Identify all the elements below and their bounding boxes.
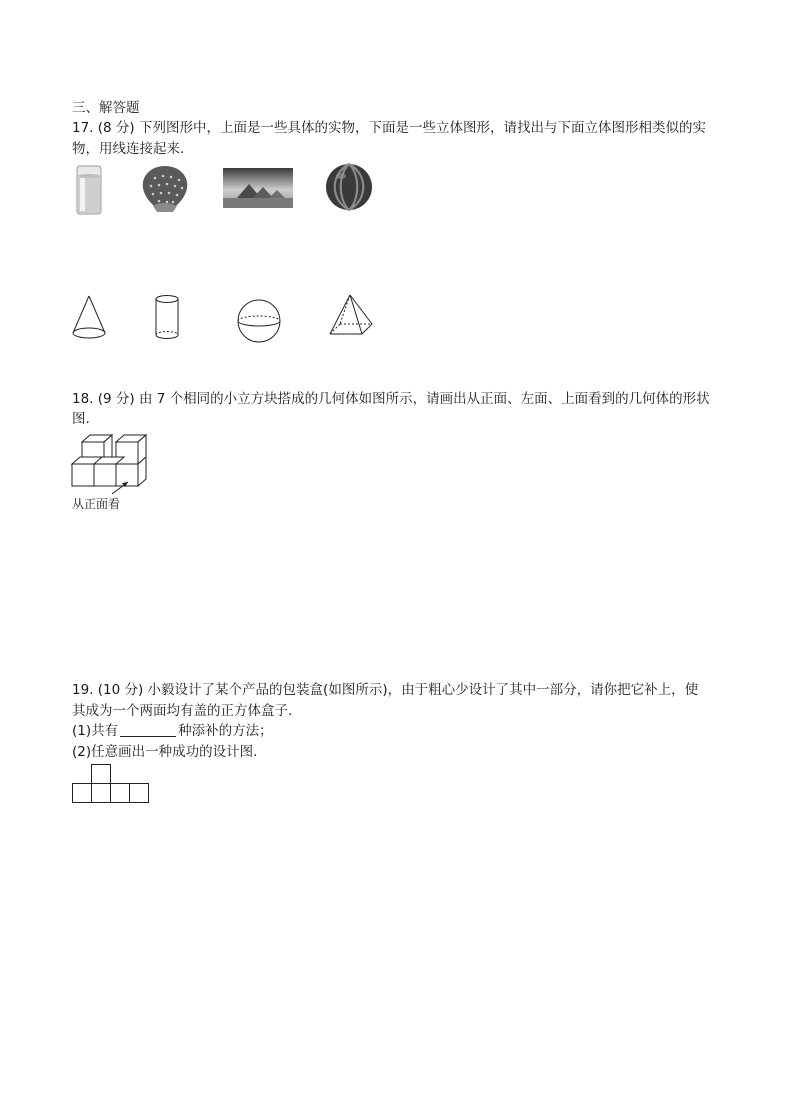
glass-of-water-image xyxy=(74,162,104,216)
q19-sub2: (2)任意画出一种成功的设计图. xyxy=(72,744,258,760)
q19-sub1 xyxy=(72,721,273,741)
q17-line2: 物，用线连接起来. xyxy=(72,141,185,157)
q18-line1: 18. (9 分) 由 7 个相同的小立方块搭成的几何体如图所示，请画出从正面、左面、上面看到的几何体的形状 xyxy=(72,391,710,407)
box-net-figure xyxy=(71,763,153,805)
pyramids-image xyxy=(223,168,293,208)
q19-line2: 其成为一个两面均有盖的正方体盒子. xyxy=(72,703,293,719)
answer-blank[interactable] xyxy=(120,722,176,737)
strawberry-image xyxy=(139,160,191,214)
sphere-figure xyxy=(234,297,284,347)
view-caption: 从正面看 xyxy=(72,497,121,511)
q19-line1: 19. (10 分) 小毅设计了某个产品的包装盒(如图所示)，由于粗心少设计了其中一部分，请你把它补上，使 xyxy=(72,682,699,698)
pyramid-figure xyxy=(326,292,376,342)
cone-figure xyxy=(70,293,108,343)
cylinder-figure xyxy=(152,293,182,343)
q19-sub1-suffix: 种添补的方法； xyxy=(178,723,273,739)
watermelon-image xyxy=(324,162,374,212)
section-title: 三、解答题 xyxy=(72,100,140,116)
q18-line2: 图. xyxy=(72,411,90,427)
cube-stack-figure xyxy=(70,432,152,496)
q19-sub1-prefix: (1)共有 xyxy=(72,723,119,739)
q17-line1: 17. (8 分) 下列图形中，上面是一些具体的实物，下面是一些立体图形，请找出与下面立体图形相类似的实 xyxy=(72,120,706,136)
